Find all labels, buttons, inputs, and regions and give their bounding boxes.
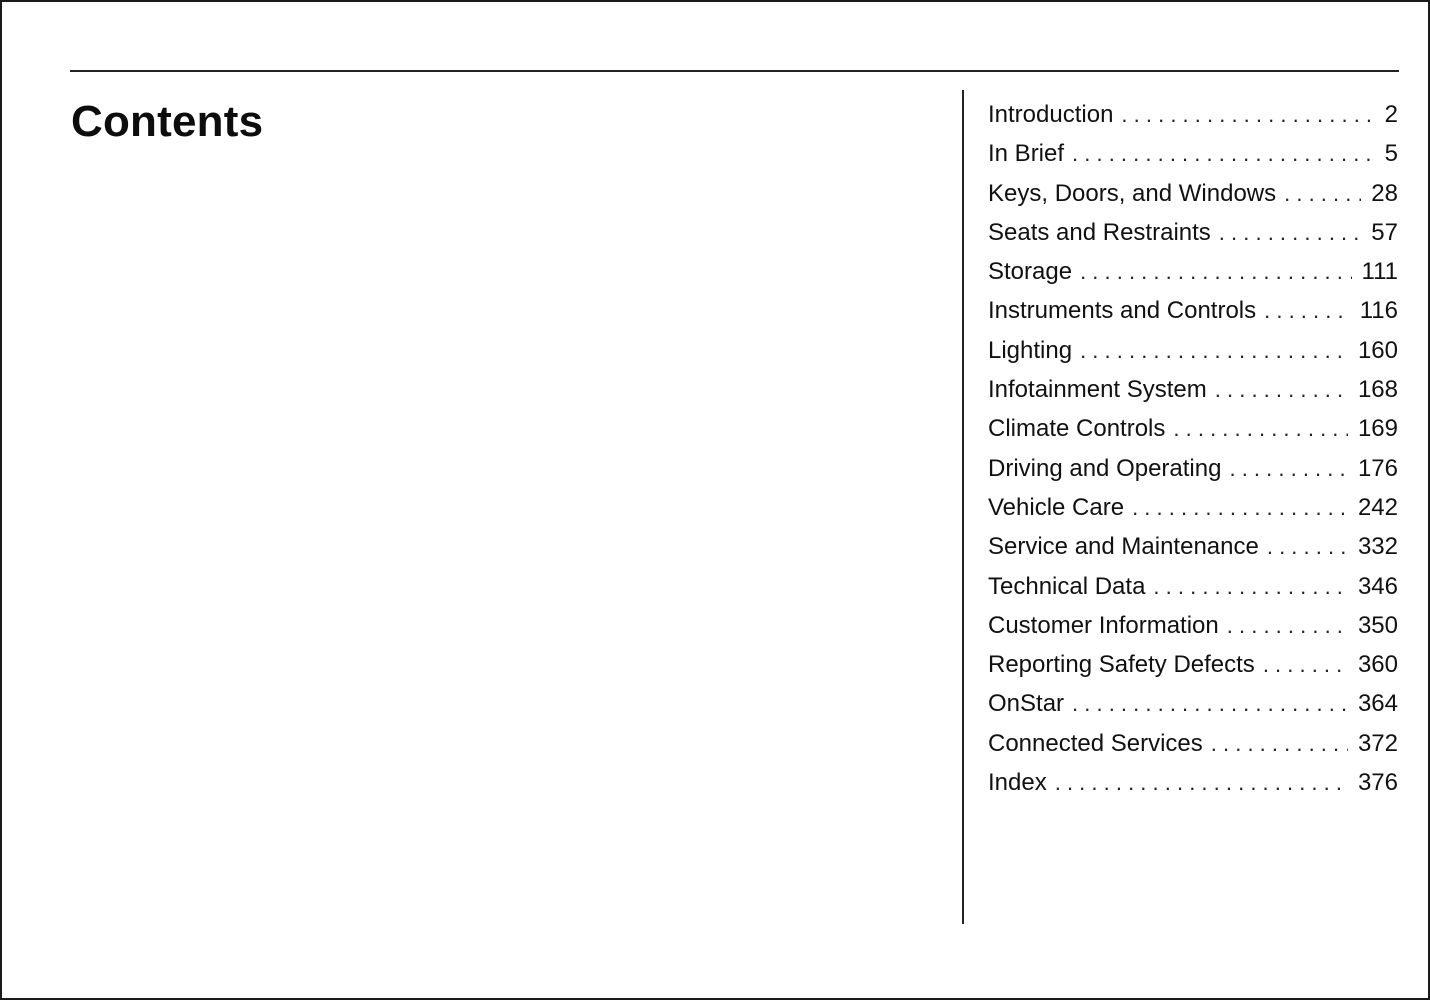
dot-leader [1227, 606, 1348, 645]
toc-entry-title: Service and Maintenance [988, 533, 1259, 561]
dot-leader [1121, 95, 1374, 134]
page-title: Contents [71, 97, 264, 146]
toc-entry-title: Customer Information [988, 611, 1219, 639]
toc-entry-page: 28 [1371, 179, 1398, 207]
dot-leader [1072, 134, 1375, 173]
dot-leader [1055, 763, 1348, 802]
dot-leader [1080, 331, 1348, 370]
toc-entry-climate-controls[interactable] [988, 409, 1398, 448]
toc-entry-page: 346 [1357, 572, 1398, 600]
toc-entry-keys-doors-windows[interactable] [988, 174, 1398, 213]
toc-entry-storage[interactable] [988, 252, 1398, 291]
toc-entry-title: Lighting [988, 336, 1073, 364]
dot-leader [1263, 645, 1348, 684]
toc-entry-instruments-controls[interactable] [988, 291, 1398, 330]
toc-entry-onstar[interactable] [988, 684, 1398, 723]
toc-entry-page: 350 [1357, 611, 1398, 639]
dot-leader [1264, 291, 1350, 330]
toc-entry-title: Introduction [988, 101, 1114, 128]
toc-entry-page: 332 [1357, 533, 1398, 561]
toc-entry-driving-operating[interactable] [988, 449, 1398, 488]
toc-entry-page: 168 [1357, 376, 1398, 404]
toc-entry-infotainment-system[interactable] [988, 370, 1398, 409]
toc-entry-page: 160 [1357, 336, 1398, 364]
toc-entry-page: 57 [1371, 218, 1398, 246]
toc-entry-title: OnStar [988, 690, 1065, 718]
toc-entry-title: Keys, Doors, and Windows [988, 179, 1277, 207]
toc-entry-title: Seats and Restraints [988, 218, 1211, 246]
toc-entry-lighting[interactable] [988, 331, 1398, 370]
column-divider [962, 90, 964, 924]
toc-entry-page: 364 [1357, 690, 1398, 718]
toc-entry-page: 360 [1357, 651, 1398, 679]
toc-entry-technical-data[interactable] [988, 567, 1398, 606]
dot-leader [1132, 488, 1348, 527]
toc-entry-page: 169 [1357, 415, 1398, 443]
toc-entry-index[interactable] [988, 763, 1398, 802]
toc-entry-connected-services[interactable] [988, 724, 1398, 763]
dot-leader [1153, 567, 1348, 606]
toc-entry-reporting-safety-defects[interactable] [988, 645, 1398, 684]
toc-entry-title: Storage [988, 258, 1073, 286]
toc-entry-title: Climate Controls [988, 415, 1166, 443]
toc-entry-page: 372 [1357, 729, 1398, 757]
toc-entry-title: Technical Data [988, 572, 1146, 600]
toc-entry-page: 176 [1357, 454, 1398, 482]
toc-entry-page: 111 [1361, 258, 1398, 286]
dot-leader [1229, 449, 1347, 488]
dot-leader [1080, 252, 1351, 291]
toc-entry-in-brief[interactable] [988, 134, 1398, 173]
dot-leader [1219, 213, 1362, 252]
toc-entry-title: Index [988, 769, 1047, 797]
toc-entry-page: 2 [1384, 101, 1398, 128]
toc-entry-page: 116 [1359, 297, 1398, 325]
toc-entry-page: 5 [1384, 140, 1398, 168]
dot-leader [1267, 527, 1348, 566]
toc-entry-title: Driving and Operating [988, 454, 1222, 482]
dot-leader [1173, 409, 1348, 448]
top-rule [70, 70, 1399, 72]
toc-entry-page: 376 [1357, 769, 1398, 797]
toc-entry-page: 242 [1357, 493, 1398, 521]
toc-entry-title: Instruments and Controls [988, 297, 1257, 325]
toc-entry-service-maintenance[interactable] [988, 527, 1398, 566]
toc-entry-seats-restraints[interactable] [988, 213, 1398, 252]
toc-entry-title: Infotainment System [988, 376, 1207, 404]
toc-entry-title: Vehicle Care [988, 493, 1125, 521]
dot-leader [1284, 174, 1361, 213]
dot-leader [1072, 684, 1348, 723]
toc-entry-vehicle-care[interactable] [988, 488, 1398, 527]
toc-entry-title: Reporting Safety Defects [988, 651, 1255, 679]
toc-entry-title: Connected Services [988, 729, 1203, 757]
dot-leader [1215, 370, 1348, 409]
dot-leader [1211, 724, 1348, 763]
toc-entry-customer-information[interactable] [988, 606, 1398, 645]
toc-entry-introduction[interactable] [988, 95, 1398, 134]
table-of-contents [988, 95, 1398, 802]
toc-entry-title: In Brief [988, 140, 1065, 168]
